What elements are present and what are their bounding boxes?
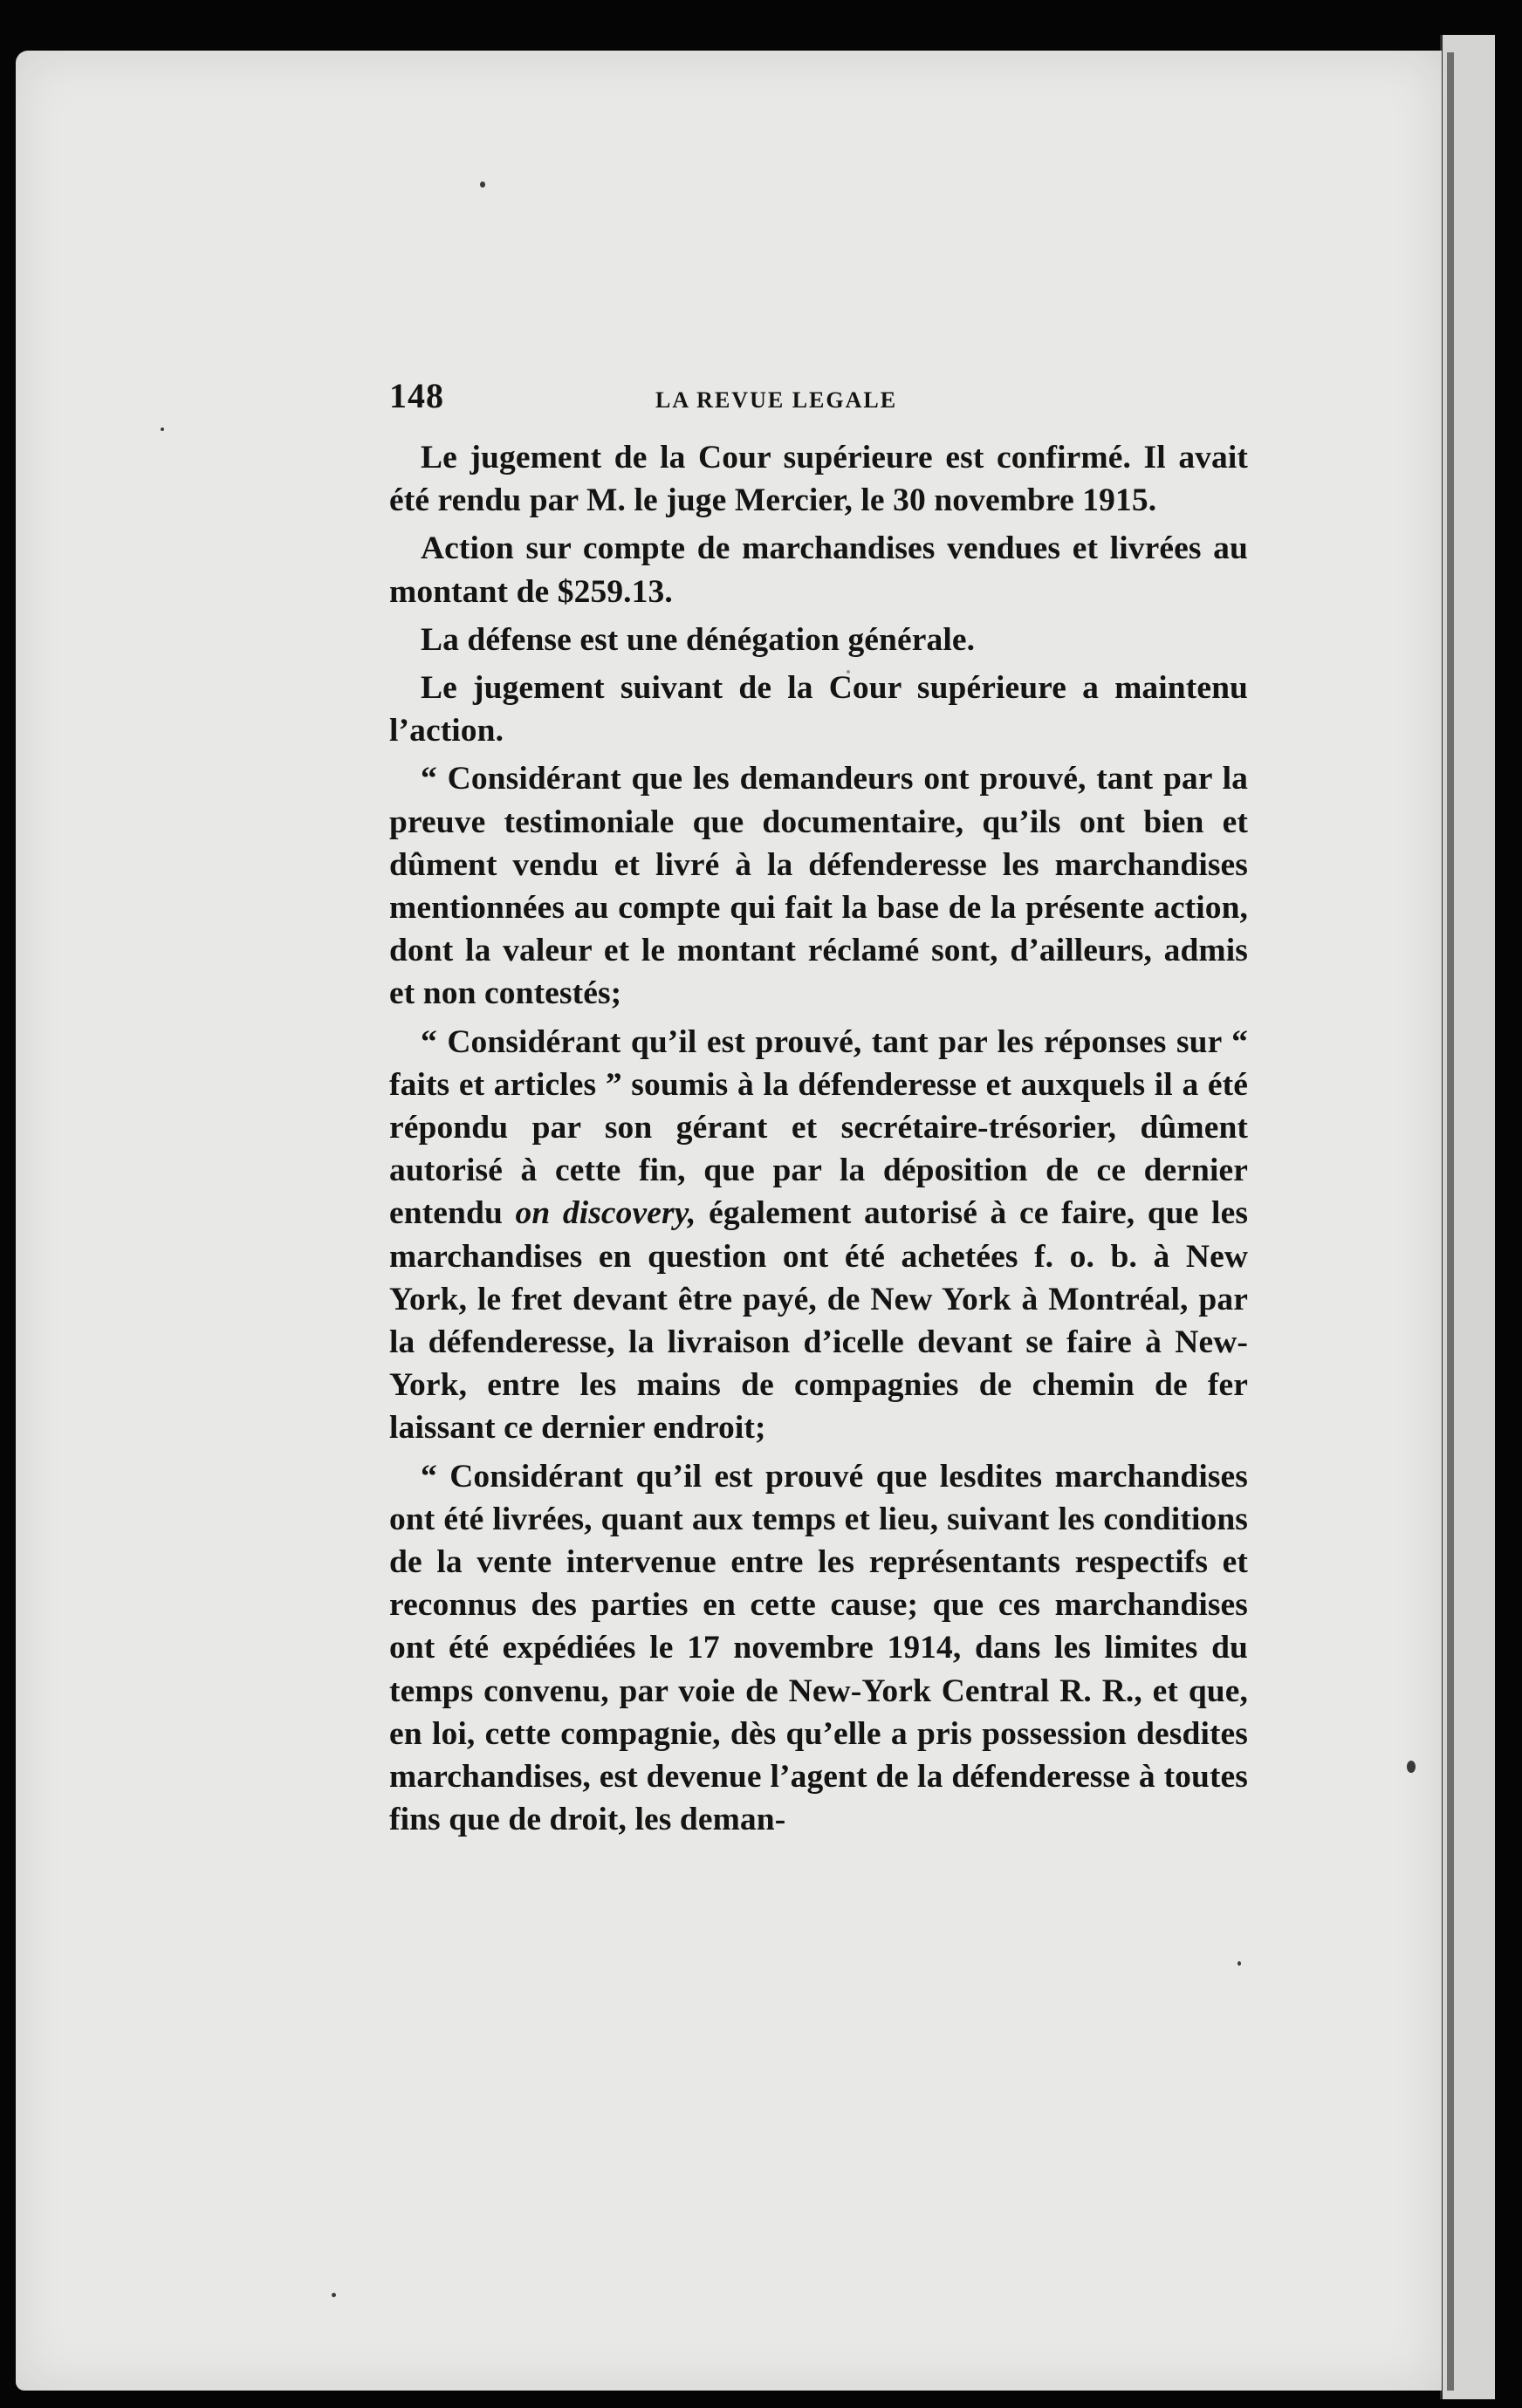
running-head [389, 375, 1248, 436]
paragraph: “ Considérant que les demandeurs ont prouvé, tant par la preuve testimoniale que documentaire, qu’ils ont bien et dûment vendu et livré à la défenderesse les marchandises mentionnées au compte qui fait la base de la présente action, dont la valeur et le montant réclamé sont, d’ailleurs, admis et non contestés; [389, 761, 1248, 1012]
paragraph: Action sur compte de marchandises vendues et livrées au montant de $259.13. [389, 530, 1248, 610]
paragraph-text: “ Considérant qu’il est prouvé, tant par les réponses sur “ faits et articles ” soumis à la défenderesse et auxquels il a été répondu par son gérant et secrétaire-trésorier, dûment autorisé à cette fin, que par la déposition de ce dernier entendu [389, 1023, 1248, 1232]
paragraph: La défense est une dénégation générale. [421, 621, 976, 658]
paragraph-text: également autorisé à ce faire, que les marchandises en question ont été achetées f. o. b. à New York, le fret devant être payé, de New York à Montréal, par la défenderesse, la livraison d’icelle devant se faire à New-York, entre les mains de compagnies de chemin de fer laissant ce dernier endroit; [389, 1195, 1249, 1447]
ink-speck [161, 428, 164, 431]
paragraph: Le jugement suivant de la Cour supérieure a maintenu l’action. [389, 670, 1248, 749]
body-text [389, 436, 1248, 1842]
page-content [389, 375, 1248, 1842]
ink-speck [332, 2293, 336, 2297]
ink-speck [1237, 1961, 1241, 1966]
ink-speck [480, 181, 485, 188]
running-title: LA REVUE LEGALE [655, 387, 898, 413]
page-edge-shadow [1447, 52, 1454, 2391]
paragraph: “ Considérant qu’il est prouvé que lesdites marchandises ont été livrées, quant aux temps et lieu, suivant les conditions de la vente intervenue entre les représentants respectifs et reconnus des parties en cette cause; que ces marchandises ont été expédiées le 17 novembre 1914, dans les limites du temps convenu, par voie de New-York Central R. R., et que, en loi, cette compagnie, dès qu’elle a pris possession desdites marchandises, est devenue l’agent de la défenderesse à toutes fins que de droit, les deman- [389, 1458, 1248, 1838]
paragraph: Le jugement de la Cour supérieure est confirmé. Il avait été rendu par M. le juge Mercier, le 30 novembre 1915. [389, 440, 1248, 519]
italic-phrase: on discovery, [515, 1195, 696, 1232]
paragraph [389, 1021, 1248, 1450]
page-number: 148 [389, 376, 444, 415]
ink-speck [1407, 1761, 1416, 1773]
